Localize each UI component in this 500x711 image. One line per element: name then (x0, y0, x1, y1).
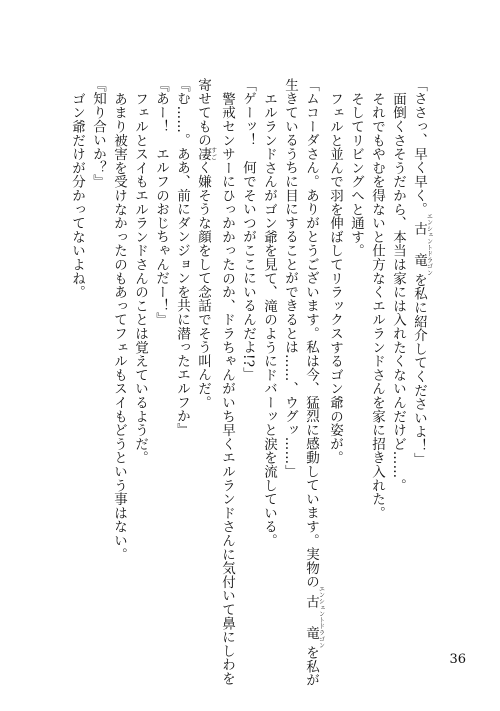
text-segment: を私に紹介してくださいよ！」 (411, 273, 427, 467)
text-line (258, 78, 279, 638)
text-segment: 生きているうちに目にすることができるとは……、ウグッ……」 (282, 78, 298, 479)
ruby-base: 古竜 (411, 213, 427, 276)
text-line (237, 78, 258, 638)
text-segment: 面倒くさそうだから、本当は家には入れたくないんだけど……。 (390, 91, 406, 492)
text-segment: エルランドさんがゴン爺を見て、滝のようにドバーッと涙を流している。 (261, 91, 277, 547)
text-line (216, 78, 237, 685)
text-line (324, 78, 345, 638)
text-line (387, 78, 408, 638)
text-line (408, 78, 432, 638)
text-segment: 寄せてもの (195, 78, 211, 147)
ruby-reading: すご (209, 147, 217, 161)
text-line (279, 78, 300, 638)
ruby-annotation (195, 147, 217, 161)
text-segment: フェルとスイもエルランドさんのことは覚えているようだ。 (132, 91, 148, 465)
text-line (150, 78, 171, 638)
text-line (171, 78, 192, 638)
text-segment: 警戒センサーにひっかかったのか、ドラちゃんがいち早くエルランドさんに気付いて鼻にしわを (219, 91, 235, 685)
text-segment: 「ムコーダさん。ありがとうございます。私は今、猛烈に感動しています。実物の (303, 78, 319, 589)
text-line (300, 78, 325, 688)
text-line (192, 78, 216, 638)
text-line (108, 78, 129, 638)
ruby-reading: エンシェントドラゴン (317, 585, 325, 649)
text-segment: 「ゲーッ！ 何でそいつがここにいるんだよ!?」 (240, 78, 256, 382)
page-number: 36 (449, 652, 466, 667)
text-line (345, 78, 366, 638)
text-segment: そしてリビングへと通す。 (348, 91, 364, 258)
ruby-annotation (303, 585, 325, 649)
text-segment: あまり被害を受けなかったのもあってフェルもスイもどうという事はない。 (111, 91, 127, 561)
ruby-base: 凄 (195, 147, 211, 161)
vertical-text-body (62, 78, 433, 688)
ruby-base: 古竜 (303, 585, 319, 649)
text-segment: 『む……。ああ、前にダンジョンを共に潜ったエルフか』 (174, 78, 190, 437)
text-segment: 「ささっ、早く早く。 (411, 78, 427, 216)
ruby-reading: エンシェントドラゴン (425, 213, 433, 276)
text-segment: 『知り合いか？』 (90, 78, 106, 189)
text-line (129, 78, 150, 638)
text-segment: ゴン爺だけが分かってないよね。 (69, 91, 85, 299)
text-line (66, 78, 87, 638)
text-segment: フェルと並んで羽を伸ばしてリラックスするゴン爺の姿が。 (327, 91, 343, 465)
text-segment: それでもやむを得ないと仕方なくエルランドさんを家に招き入れた。 (369, 91, 385, 520)
text-line (366, 78, 387, 638)
text-line (87, 78, 108, 638)
text-segment: く嫌そうな顔をして念話でそう叫んだ。 (195, 160, 211, 410)
text-segment: 『あー！ エルフのおじちゃんだー！』 (153, 78, 169, 327)
text-segment: を私が (303, 645, 319, 688)
ruby-annotation (411, 213, 433, 276)
